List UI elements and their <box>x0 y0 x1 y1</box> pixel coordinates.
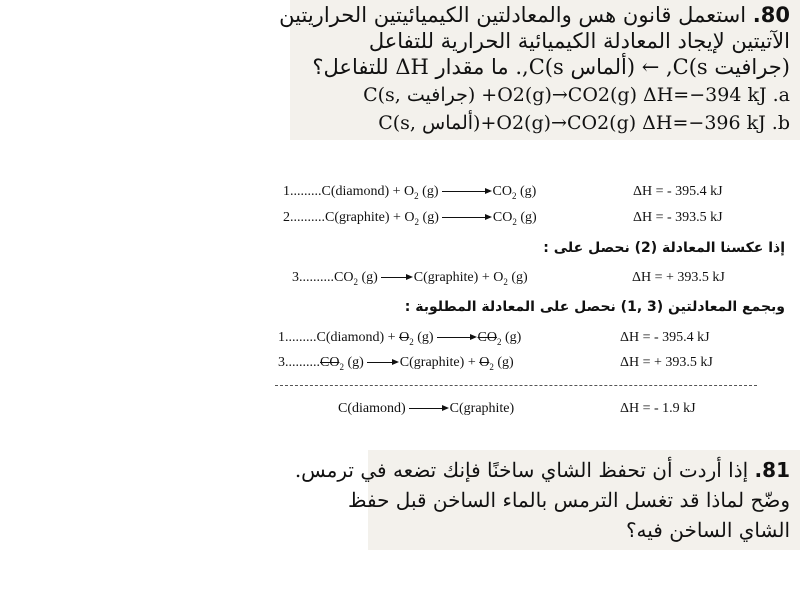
q80-eq-b: C(s, ألماس)+O2(g)→CO2(g) ΔH=−396 kJ .b <box>378 112 790 134</box>
sum1-o-cancel: O <box>399 330 410 345</box>
eq1-product: CO <box>492 184 512 199</box>
eq1-sub: 2 <box>414 190 419 201</box>
q80-eq-a: C(s, جرافيت) +O2(g)→CO2(g) ΔH=−394 kJ .a <box>363 84 790 106</box>
sum3-co-cancel: CO <box>320 355 340 370</box>
sum3-prefix: 3.......... <box>278 355 320 370</box>
sum1-co-cancel: CO <box>477 330 497 345</box>
q80-line1: 80. استعمل قانون هس والمعادلتين الكيميائيتين الحراريتين <box>279 3 790 27</box>
result-dh: ΔH = - 1.9 kJ <box>620 401 696 416</box>
sum3-pstate: (g) <box>493 355 514 370</box>
eq1-reactants: 1.........C(diamond) + O <box>283 184 415 199</box>
q80-line3: (جرافيت C(s, ← (ألماس C(s,. ما مقدار ΔH للتفاعل؟ <box>312 55 790 79</box>
sum1-pstate: (g) <box>501 330 522 345</box>
eq2-state: (g) <box>419 210 439 225</box>
q81-number: 81. <box>754 458 790 482</box>
eq1-state: (g) <box>418 184 439 199</box>
eq1-dh: ΔH = - 395.4 kJ <box>633 184 723 199</box>
eq3-product: C(graphite) + O <box>413 270 504 285</box>
sum1-reactants: 1.........C(diamond) + <box>278 330 400 345</box>
result-right: C(graphite) <box>449 401 515 416</box>
sum3-sub: 2 <box>339 361 344 372</box>
arrow-icon <box>367 362 397 363</box>
eq3-sub: 2 <box>353 276 358 287</box>
sum1-psub: 2 <box>496 336 502 347</box>
question-80-block <box>279 0 800 140</box>
question-81-block <box>294 450 800 550</box>
q81-line2: وضّح لماذا قد تغسل الترمس بالماء الساخن قبل حفظ <box>347 488 790 512</box>
eq2-product: CO <box>492 210 513 225</box>
eq2-sub: 2 <box>414 216 420 227</box>
arrow-icon <box>381 277 411 278</box>
arrow-icon <box>442 217 490 218</box>
divider <box>275 385 757 386</box>
arrow-icon <box>437 337 475 338</box>
q80-number: 80. <box>752 3 790 27</box>
sum3-dh: ΔH = + 393.5 kJ <box>620 355 713 370</box>
q80-line2: الآتيتين لإيجاد المعادلة الكيميائية الحرارية للتفاعل <box>368 29 790 53</box>
sum1-state: (g) <box>413 330 434 345</box>
q81-line3: الشاي الساخن فيه؟ <box>625 518 790 542</box>
sum3-psub: 2 <box>489 361 494 372</box>
sum3-state: (g) <box>343 355 364 370</box>
eq2-psub: 2 <box>512 216 517 227</box>
q81-line1: 81. إذا أردت أن تحفظ الشاي ساخنًا فإنك تضعه في ترمس. <box>294 458 790 482</box>
sum1-sub: 2 <box>409 336 414 347</box>
sum3-product: C(graphite) + <box>399 355 480 370</box>
note-sum: وبجمع المعادلتين (3 ,1) نحصل على المعادلة المطلوبة : <box>404 299 785 315</box>
eq3-dh: ΔH = + 393.5 kJ <box>632 270 725 285</box>
eq3-pstate: (g) <box>507 270 528 285</box>
note-reverse: إذا عكسنا المعادلة (2) نحصل على : <box>543 240 785 256</box>
sum3-o-cancel: O <box>479 355 490 370</box>
eq3-reactants: 3..........CO <box>292 270 354 285</box>
result-left: C(diamond) <box>338 401 406 416</box>
eq1-pstate: (g) <box>516 184 537 199</box>
arrow-icon <box>409 408 447 409</box>
eq3-state: (g) <box>357 270 378 285</box>
eq2-pstate: (g) <box>516 210 537 225</box>
eq2-reactants: 2..........C(graphite) + O <box>283 210 415 225</box>
eq2-dh: ΔH = - 393.5 kJ <box>633 210 723 225</box>
sum1-dh: ΔH = - 395.4 kJ <box>620 330 710 345</box>
eq1-psub: 2 <box>511 190 517 201</box>
eq3-psub: 2 <box>503 276 508 287</box>
arrow-icon <box>442 191 490 192</box>
